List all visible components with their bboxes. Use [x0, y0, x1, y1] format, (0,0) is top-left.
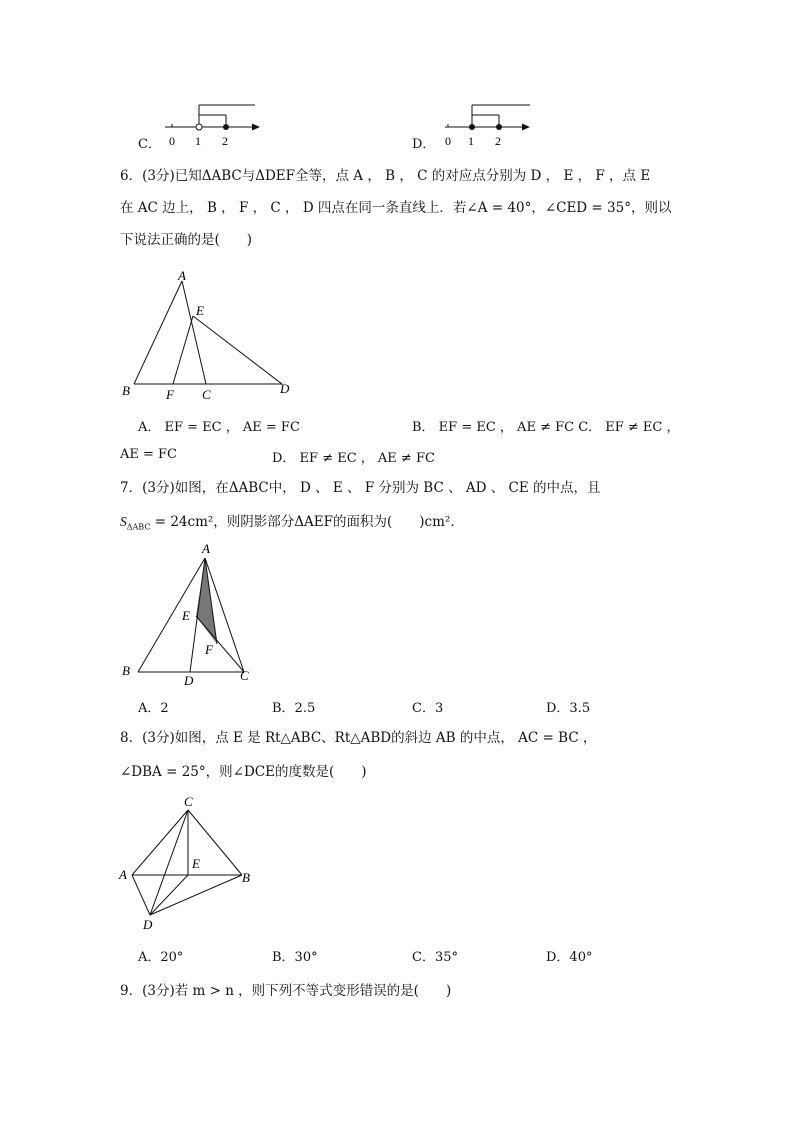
q9-text-line-1: 9．(3分)若 m > n ，则下列不等式变形错误的是( ) — [120, 983, 452, 999]
vertex-f: F — [205, 642, 213, 657]
q7-option-a: A．2 — [138, 701, 169, 716]
q8-figure — [118, 795, 268, 935]
q8-option-d: D．40° — [546, 950, 593, 965]
q5-option-c-number-line — [160, 100, 270, 150]
tick-0: 0 — [445, 134, 451, 148]
vertex-a: A — [119, 867, 127, 882]
vertex-f: F — [166, 387, 174, 402]
tick-2: 2 — [222, 134, 228, 148]
vertex-e: E — [182, 608, 190, 623]
q7-figure — [118, 540, 268, 690]
q8-option-b: B．30° — [272, 950, 318, 965]
q6-option-b: B． EF = EC ， AE ≠ FC C． EF ≠ EC ， — [412, 420, 680, 435]
q8-text-line-2: ∠DBA = 25°，则∠DCE的度数是( ) — [120, 764, 367, 780]
vertex-d: D — [143, 917, 153, 932]
tick-1: 1 — [195, 134, 201, 148]
q7-text-line-2-rest: = 24cm²，则阴影部分ΔAEF的面积为( )cm²． — [150, 514, 464, 530]
q6-text-line-2: 在 AC 边上， B ， F ， C ， D 四点在同一条直线上．若∠A = 40°，∠CED = 35°，则以 — [120, 200, 672, 216]
tick-2: 2 — [495, 134, 501, 148]
vertex-c: C — [184, 794, 193, 809]
vertex-b: B — [122, 663, 130, 678]
vertex-e: E — [192, 856, 200, 871]
tick-0: 0 — [169, 134, 175, 148]
q7-option-c: C．3 — [412, 701, 444, 716]
vertex-c: C — [240, 668, 249, 683]
q6-option-c-continued: AE = FC — [120, 447, 178, 462]
vertex-a: A — [202, 541, 210, 556]
q6-option-d: D． EF ≠ EC ， AE ≠ FC — [272, 451, 435, 466]
area-subscript: ΔABC — [126, 522, 151, 532]
q6-text-line-3: 下说法正确的是( ) — [120, 232, 253, 248]
q8-text-line-1: 8．(3分)如图，点 E 是 Rt△ABC、Rt△ABD的斜边 AB 的中点， AC = BC ， — [120, 730, 597, 746]
q7-text-line-1: 7．(3分)如图，在ΔABC中， D 、 E 、 F 分别为 BC 、 AD 、 CE 的中点，且 — [120, 480, 601, 496]
tick-1: 1 — [468, 134, 474, 148]
q5-option-d-number-line — [440, 100, 550, 150]
vertex-b: B — [242, 870, 250, 885]
q7-option-d: D．3.5 — [546, 701, 591, 716]
vertex-e: E — [196, 303, 204, 318]
vertex-d: D — [184, 673, 194, 688]
q8-option-c: C．35° — [412, 950, 458, 965]
q6-option-a: A． EF = EC ， AE = FC — [138, 420, 300, 435]
area-symbol: S — [120, 514, 127, 529]
q5-option-c-label: C． — [138, 137, 161, 152]
q7-option-b: B．2.5 — [272, 701, 316, 716]
q6-figure — [118, 268, 308, 408]
vertex-b: B — [122, 383, 130, 398]
vertex-c: C — [202, 387, 211, 402]
vertex-a: A — [178, 268, 186, 283]
q8-option-a: A．20° — [138, 950, 184, 965]
q5-option-d-label: D． — [412, 137, 436, 152]
vertex-d: D — [280, 381, 290, 396]
q6-text-line-1: 6．(3分)已知ΔABC与ΔDEF全等，点 A ， B ， C 的对应点分别为 D ， E ， F ，点 E — [120, 168, 651, 184]
q7-text-line-2 — [120, 512, 464, 538]
